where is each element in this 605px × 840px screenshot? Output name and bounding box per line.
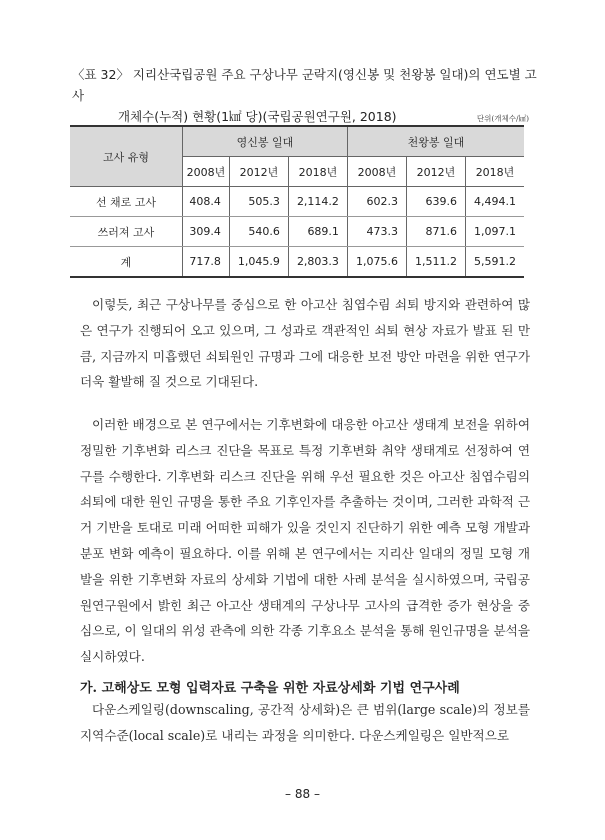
table-row — [70, 247, 524, 278]
year-header: 2008년 — [347, 157, 406, 187]
table-cell: 639.6 — [406, 187, 465, 217]
table-cell: 871.6 — [406, 217, 465, 247]
table-cell: 309.4 — [183, 217, 230, 247]
table-cell: 1,045.9 — [229, 247, 288, 278]
year-header: 2018년 — [288, 157, 347, 187]
data-table — [70, 125, 524, 278]
table-cell: 540.6 — [229, 217, 288, 247]
row-header-cell: 고사 유형 — [70, 126, 183, 187]
table-cell: 473.3 — [347, 217, 406, 247]
page-number: – 88 – — [285, 787, 320, 801]
row-label: 선 채로 고사 — [70, 187, 183, 217]
section-heading: 가. 고해상도 모형 입력자료 구축을 위한 자료상세화 기법 연구사례 — [80, 681, 460, 696]
table-cell: 1,511.2 — [406, 247, 465, 278]
group-header-cheonwang: 천왕봉 일대 — [347, 126, 524, 157]
table-row — [70, 187, 524, 217]
paragraph-3 — [80, 697, 530, 749]
paragraph-1 — [80, 292, 530, 395]
paragraph-1-text: 이렇듯, 최근 구상나무를 중심으로 한 아고산 침엽수림 쇠퇴 방지와 관련하여 많은 연구가 진행되어 오고 있으며, 그 성과로 객관적인 쇠퇴 현상 자료가 발표 된 만큼, 지금까지 미흡했던 쇠퇴원인 규명과 그에 대응한 보전 방안 마련을 위한 연구가 더욱 활발해 질 것으로 기대된다. — [80, 297, 530, 390]
table-cell: 717.8 — [183, 247, 230, 278]
table-cell: 1,075.6 — [347, 247, 406, 278]
table-cell: 5,591.2 — [466, 247, 525, 278]
unit-label: 단위(개체수/㎢) — [476, 114, 529, 123]
table-cell: 689.1 — [288, 217, 347, 247]
caption-line-1: 〈표 32〉 지리산국립공원 주요 구상나무 군락지(영신봉 및 천왕봉 일대)의 연도별 고사 — [72, 67, 537, 103]
paragraph-3-text: 다운스케일링(downscaling, 공간적 상세화)은 큰 범위(large scale)의 정보를 지역수준(local scale)로 내리는 과정을 의미한다. 다운스케일링은 일반적으로 — [80, 702, 530, 743]
group-header-yeongsin: 영신봉 일대 — [183, 126, 348, 157]
table-cell: 1,097.1 — [466, 217, 525, 247]
table-cell: 2,114.2 — [288, 187, 347, 217]
year-header: 2018년 — [466, 157, 525, 187]
row-label: 계 — [70, 247, 183, 278]
year-header: 2008년 — [183, 157, 230, 187]
table-cell: 408.4 — [183, 187, 230, 217]
row-label: 쓰러져 고사 — [70, 217, 183, 247]
paragraph-2-text: 이러한 배경으로 본 연구에서는 기후변화에 대응한 아고산 생태계 보전을 위하여 정밀한 기후변화 리스크 진단을 목표로 특정 기후변화 취약 생태계로 선정하여 연구를 수행한다. 기후변화 리스크 진단을 위해 우선 필요한 것은 아고산 침엽수림의 쇠퇴에 대한 원인 규명을 통한 주요 기후인자를 추출하는 것이며, 그러한 과학적 근거 기반을 토대로 미래 어떠한 피해가 있을 것인지 진단하기 위한 예측 모형 개발과 분포 변화 예측이 필요하다. 이를 위해 본 연구에서는 지리산 일대의 정밀 모형 개발을 위한 기후변화 자료의 상세화 기법에 대한 사례 분석을 실시하였으며, 국립공원연구원에서 밝힌 최근 아고산 생태계의 구상나무 고사의 급격한 증가 현상을 중심으로, 이 일대의 위성 관측에 의한 각종 기후요소 분석을 통해 원인규명을 분석을 실시하였다. — [80, 417, 530, 665]
year-header: 2012년 — [229, 157, 288, 187]
table-row — [70, 217, 524, 247]
paragraph-2 — [80, 412, 530, 670]
year-header: 2012년 — [406, 157, 465, 187]
table-caption — [72, 64, 542, 127]
table-cell: 2,803.3 — [288, 247, 347, 278]
table-cell: 505.3 — [229, 187, 288, 217]
caption-line-2: 개체수(누적) 현황(1㎢ 당)(국립공원연구원, 2018) — [118, 109, 397, 124]
table-cell: 602.3 — [347, 187, 406, 217]
table-cell: 4,494.1 — [466, 187, 525, 217]
